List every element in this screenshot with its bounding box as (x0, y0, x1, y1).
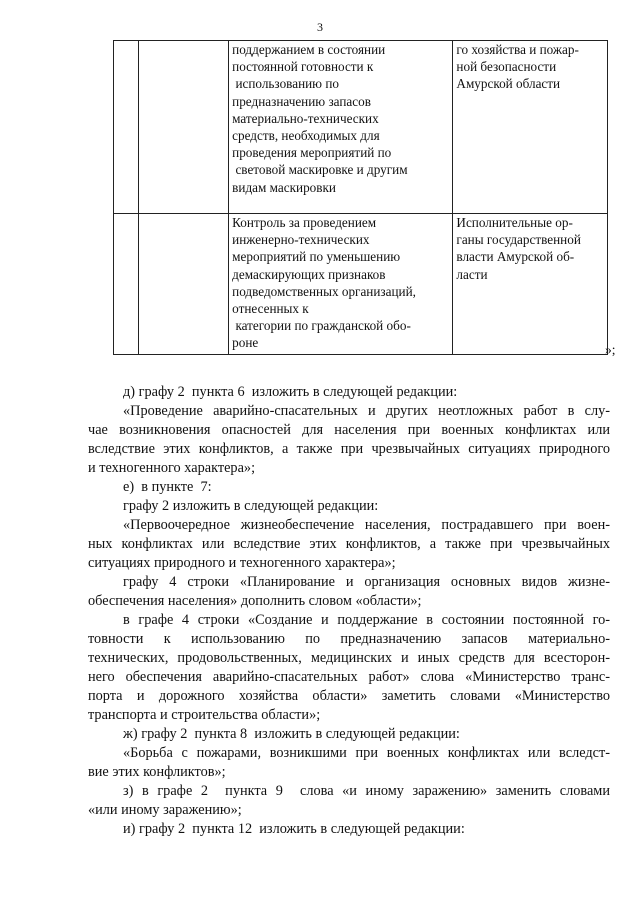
cell-line: демаскирующих признаков (232, 266, 386, 282)
table-cell-measure (229, 214, 453, 355)
paragraph-line: обеспечения населения» дополнить словом «области»; (88, 593, 422, 609)
table-cell-measure (229, 41, 453, 214)
paragraph-line: ных конфликтах или вследствие этих конфликтов, а также при чрезвычайных (88, 536, 610, 552)
paragraph-line: и техногенного характера»; (88, 460, 256, 476)
paragraph-line: е) в пункте 7: (123, 479, 212, 495)
cell-line: подведомственных организаций, (232, 283, 416, 299)
cell-line: световой маскировке и другим (232, 162, 408, 178)
paragraph-line: «Борьба с пожарами, возникшими при военных конфликтах или вследст- (123, 745, 610, 761)
cell-line: проведения мероприятий по (232, 145, 392, 161)
paragraph-line: графу 4 строки «Планирование и организация основных видов жизне- (123, 574, 610, 590)
cell-line: поддержанием в состоянии (232, 42, 386, 57)
paragraph-line: «Проведение аварийно-спасательных и других неотложных работ в слу- (123, 403, 610, 419)
paragraph-line: в графе 4 строки «Создание и поддержание в состоянии постоянной го- (123, 612, 610, 628)
paragraph-line: д) графу 2 пункта 6 изложить в следующей редакции: (123, 384, 458, 400)
paragraph-line: и) графу 2 пункта 12 изложить в следующей редакции: (123, 821, 465, 837)
cell-line: ласти (456, 266, 488, 282)
table-row (114, 41, 608, 214)
table-row (114, 214, 608, 355)
cell-line: постоянной готовности к (232, 59, 374, 75)
paragraph-line: графу 2 изложить в следующей редакции: (123, 498, 379, 514)
cell-line: власти Амурской об- (456, 249, 575, 265)
cell-line: Контроль за проведением (232, 215, 377, 230)
cell-line: го хозяйства и пожар- (456, 42, 579, 57)
table-cell-item (139, 41, 229, 214)
paragraph-line: чае возникновения опасностей для населения при военных конфликтах или (88, 422, 610, 438)
cell-line: средств, необходимых для (232, 128, 380, 144)
table-cell-executor (453, 214, 608, 355)
table-cell-number (114, 41, 139, 214)
table-cell-item (139, 214, 229, 355)
cell-line: материально-технических (232, 110, 379, 126)
paragraph-line: ситуациях природного и техногенного характера»; (88, 555, 396, 571)
paragraph-line: технических, продовольственных, медицинских и иных средств для всесторон- (88, 650, 610, 666)
paragraph-line: «или иному заражению»; (88, 802, 242, 818)
cell-line: Исполнительные ор- (456, 215, 573, 230)
cell-line: ганы государственной (456, 232, 581, 248)
cell-line: инженерно-технических (232, 232, 370, 248)
cell-line: использованию по (232, 76, 339, 92)
paragraph-line: порта и дорожного хозяйства области» заметить словами «Министерство (88, 688, 610, 704)
document-table (113, 40, 608, 355)
paragraph-line: вие этих конфликтов»; (88, 764, 226, 780)
cell-line: мероприятий по уменьшению (232, 249, 401, 265)
paragraph-line: ж) графу 2 пункта 8 изложить в следующей редакции: (123, 726, 460, 742)
cell-line: предназначению запасов (232, 93, 371, 109)
paragraph-line: него обеспечения аварийно-спасательных работ» слова «Министерство транс- (88, 669, 610, 685)
table-closing-quote: »; (605, 342, 616, 357)
paragraph-line: «Первоочередное жизнеобеспечение населения, пострадавшего при воен- (123, 517, 610, 533)
paragraph-line: транспорта и строительства области»; (88, 707, 321, 723)
cell-line: отнесенных к (232, 301, 309, 317)
cell-line: видам маскировки (232, 179, 336, 195)
table-cell-number (114, 214, 139, 355)
paragraph-line: вследствие этих конфликтов, а также при чрезвычайных ситуациях природного (88, 441, 610, 457)
paragraph-line: товности к использованию по предназначению запасов материально- (88, 631, 610, 647)
cell-line: категории по гражданской обо- (232, 318, 411, 334)
cell-line: Амурской области (456, 76, 561, 92)
page-number: 3 (317, 20, 323, 34)
cell-line: ной безопасности (456, 59, 557, 75)
cell-line: роне (232, 335, 259, 351)
paragraph-line: з) в графе 2 пункта 9 слова «и иному заражению» заменить словами (123, 783, 610, 799)
table-cell-executor (453, 41, 608, 214)
